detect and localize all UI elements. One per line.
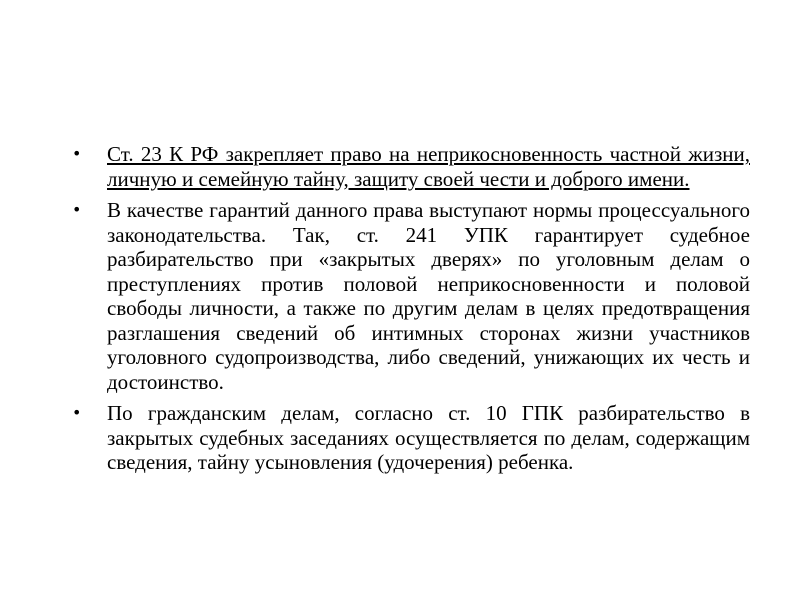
bullet-icon: • xyxy=(72,200,82,219)
bullet-icon: • xyxy=(72,144,82,163)
bullet-text-constitution: Ст. 23 К РФ закрепляет право на неприкосновенность частной жизни, личную и семейную тайну, защиту своей чести и доброго имени. xyxy=(107,142,750,191)
bullet-text-criminal-procedure: В качестве гарантий данного права выступают нормы процессуального законодательства. Так, ст. 241 УПК гарантирует судебное разбирательство при «закрытых дверях» по уголовным делам о преступлениях против половой неприкосновенности и половой свободы личности, а также по другим делам в целях предотвращения разглашения сведений об интимных сторонах жизни участников уголовного судопроизводства, либо сведений, унижающих их честь и достоинство. xyxy=(107,198,750,394)
bullet-text-civil-procedure: По гражданским делам, согласно ст. 10 ГПК разбирательство в закрытых судебных заседаниях осуществляется по делам, содержащим сведения, тайну усыновления (удочерения) ребенка. xyxy=(107,401,750,474)
bullet-item-civil-procedure xyxy=(72,401,750,475)
bullet-item-criminal-procedure xyxy=(72,198,750,394)
bullet-icon: • xyxy=(72,403,82,422)
bullet-item-constitution xyxy=(72,142,750,191)
bullet-list xyxy=(72,142,750,482)
